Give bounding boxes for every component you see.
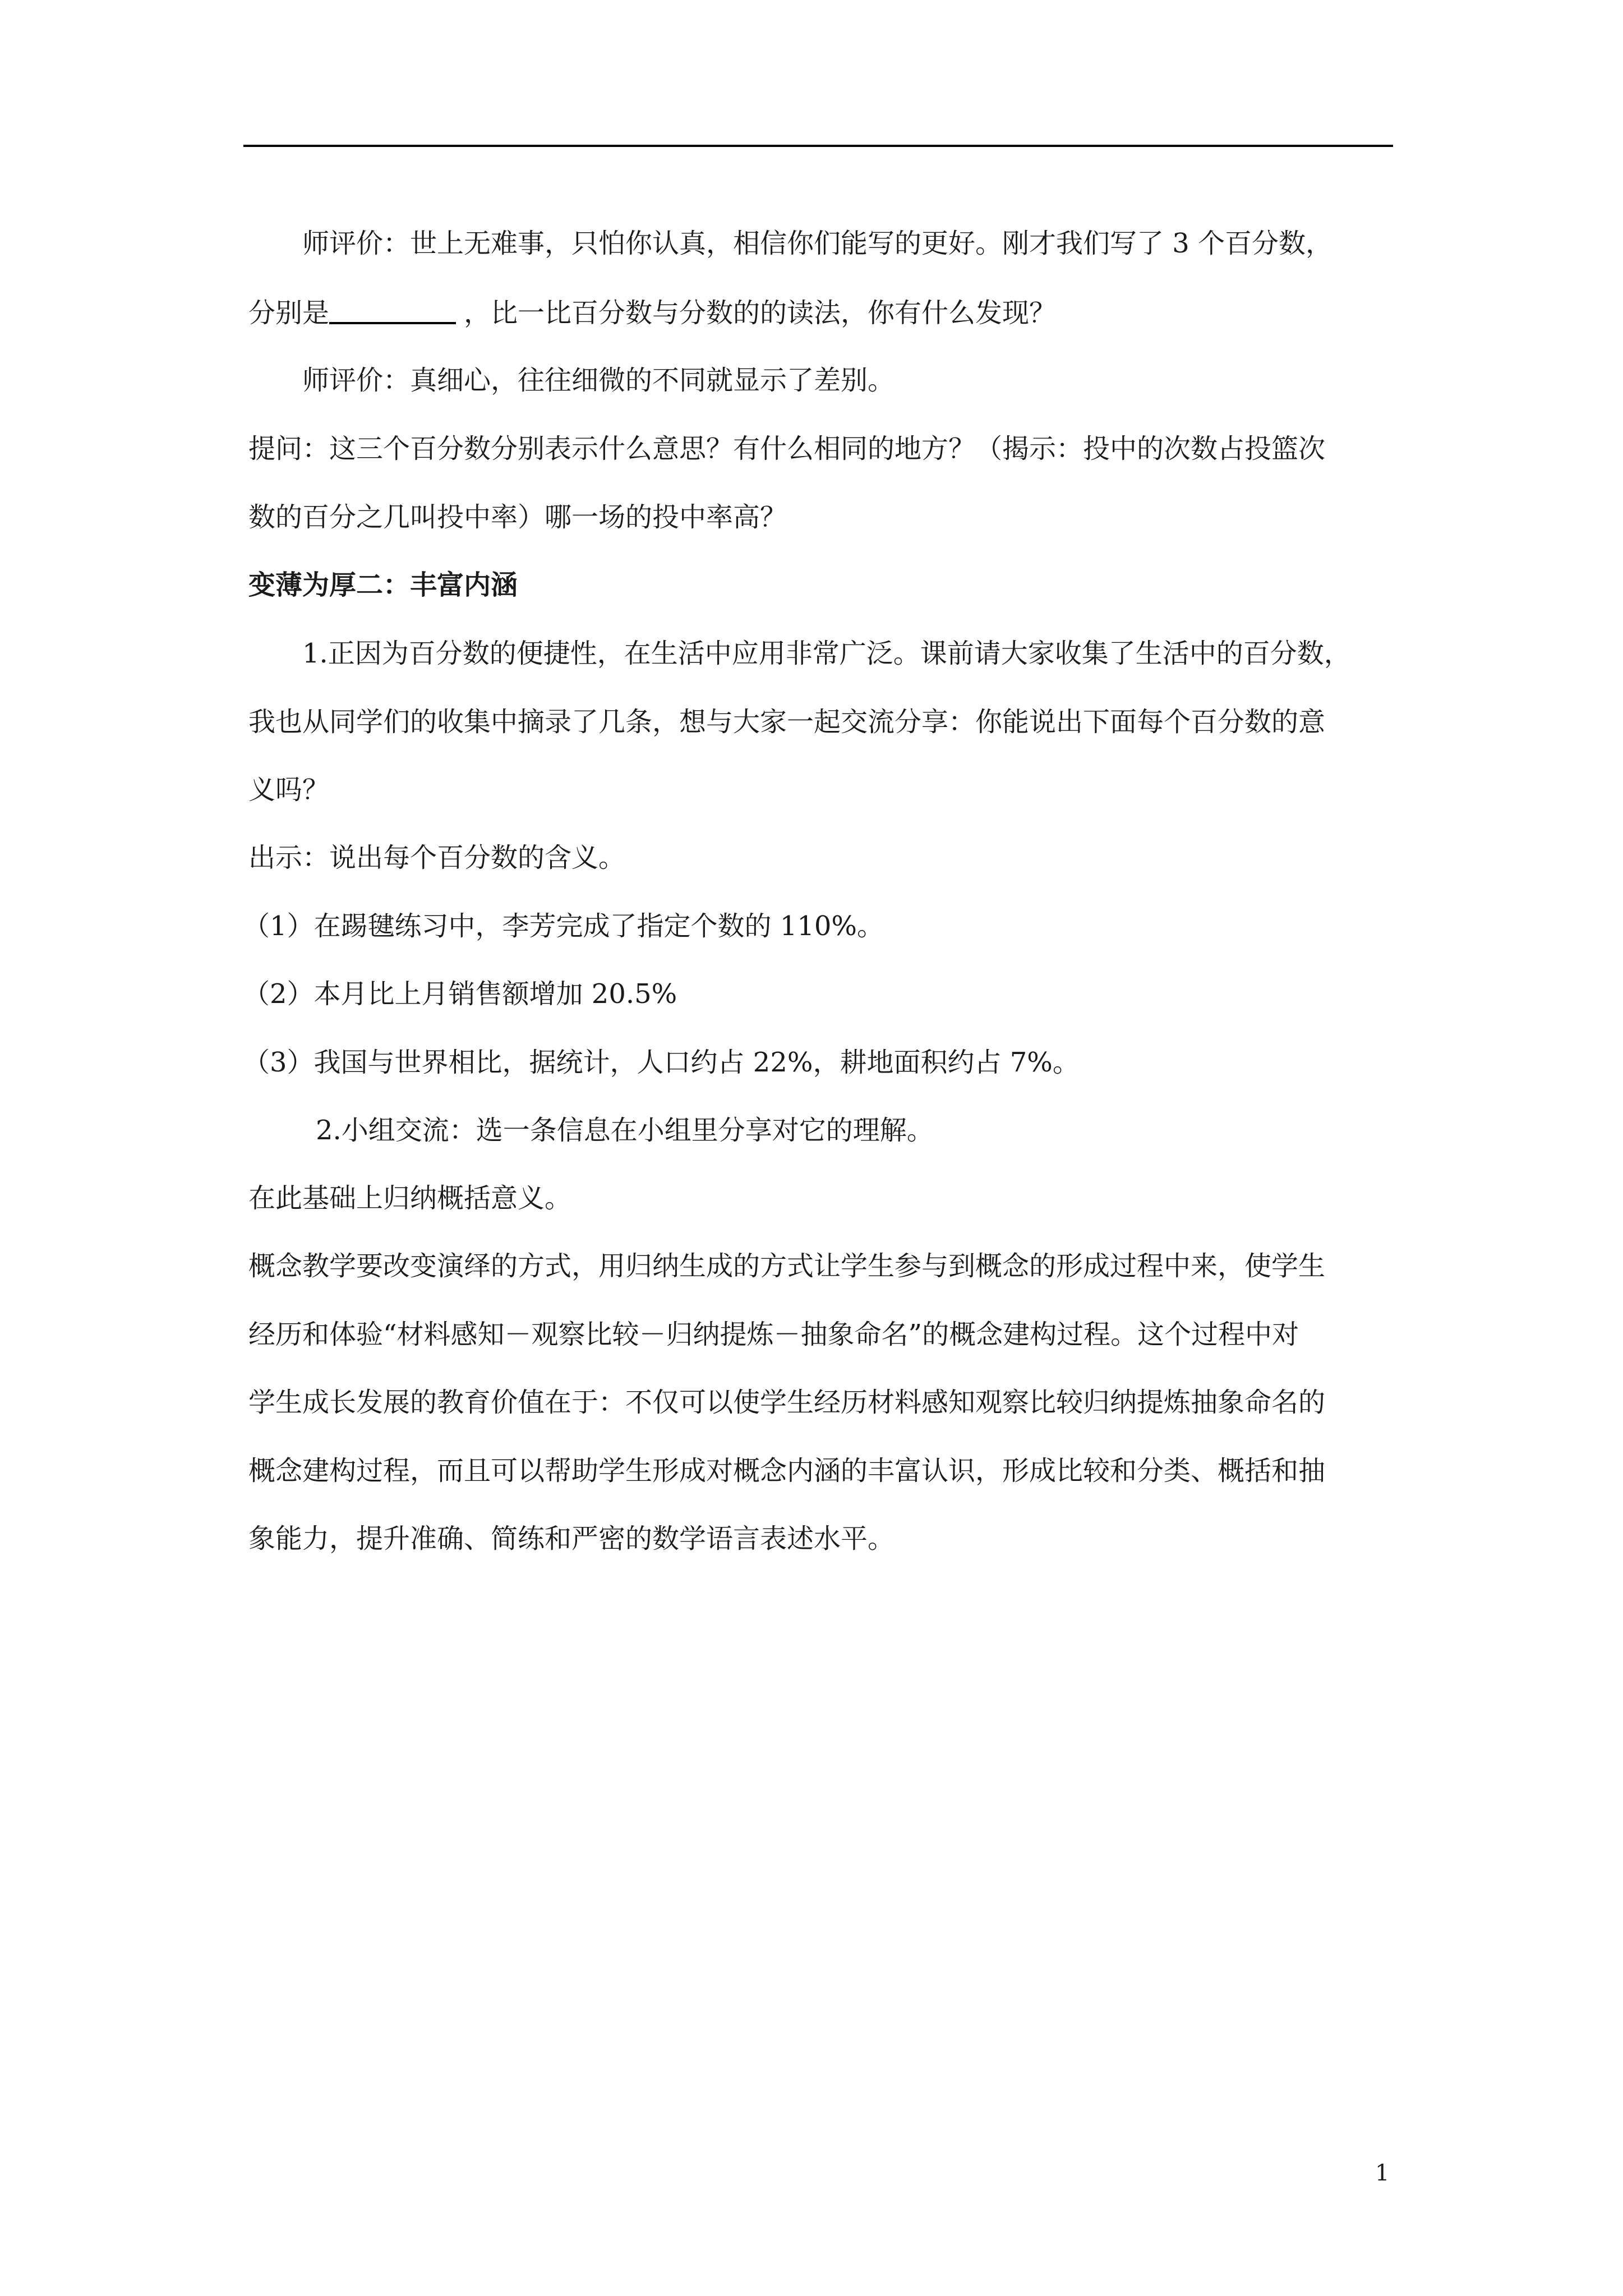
paragraph-concept-line-3: 学生成长发展的教育价值在于：不仅可以使学生经历材料感知观察比较归纳提炼抽象命名的 [248, 1387, 1326, 1418]
text-after-blank: ，比一比百分数与分数的的读法，你有什么发现？ [464, 297, 1057, 329]
section-heading: 变薄为厚二：丰富内涵 [248, 569, 518, 601]
list-item-2: （2）本月比上月销售额增加 20.5% [243, 978, 677, 1010]
paragraph-concept-line-1: 概念教学要改变演绎的方式，用归纳生成的方式让学生参与到概念的形成过程中来，使学生 [248, 1250, 1326, 1282]
paragraph-concept-line-4: 概念建构过程，而且可以帮助学生形成对概念内涵的丰富认识，形成比较和分类、概括和抽 [248, 1455, 1326, 1487]
list-item-1: （1）在踢毽练习中，李芳完成了指定个数的 110%。 [243, 910, 884, 942]
fill-in-blank [329, 296, 456, 324]
paragraph-intro-line-3: 义吗？ [248, 774, 330, 806]
page-number: 1 [1375, 2160, 1390, 2186]
paragraph-summarize: 在此基础上归纳概括意义。 [248, 1182, 572, 1214]
paragraph-show: 出示：说出每个百分数的含义。 [248, 842, 626, 873]
paragraph-teacher-evaluation-2: 师评价：真细心，往往细微的不同就显示了差别。 [302, 365, 895, 396]
paragraph-intro-line-2: 我也从同学们的收集中摘录了几条，想与大家一起交流分享：你能说出下面每个百分数的意 [248, 706, 1326, 738]
paragraph-group-exchange: 2.小组交流：选一条信息在小组里分享对它的理解。 [316, 1115, 934, 1146]
text-before-blank: 分别是 [248, 297, 330, 329]
paragraph-concept-line-2: 经历和体验“材料感知－观察比较－归纳提炼－抽象命名”的概念建构过程。这个过程中对 [248, 1319, 1299, 1350]
header-rule [243, 145, 1393, 147]
paragraph-question-line-2: 数的百分之几叫投中率）哪一场的投中率高？ [248, 501, 787, 533]
paragraph-intro-line-1: 1.正因为百分数的便捷性，在生活中应用非常广泛。课前请大家收集了生活中的百分数， [302, 638, 1351, 669]
paragraph-question-line-1: 提问：这三个百分数分别表示什么意思？有什么相同的地方？（揭示：投中的次数占投篮次 [248, 433, 1326, 464]
paragraph-teacher-evaluation-line-2 [248, 295, 1056, 331]
paragraph-concept-line-5: 象能力，提升准确、简练和严密的数学语言表述水平。 [248, 1523, 895, 1554]
list-item-3: （3）我国与世界相比，据统计，人口约占 22%，耕地面积约占 7%。 [243, 1047, 1080, 1078]
paragraph-teacher-evaluation-line-1: 师评价：世上无难事，只怕你认真，相信你们能写的更好。刚才我们写了 3 个百分数， [302, 228, 1333, 259]
